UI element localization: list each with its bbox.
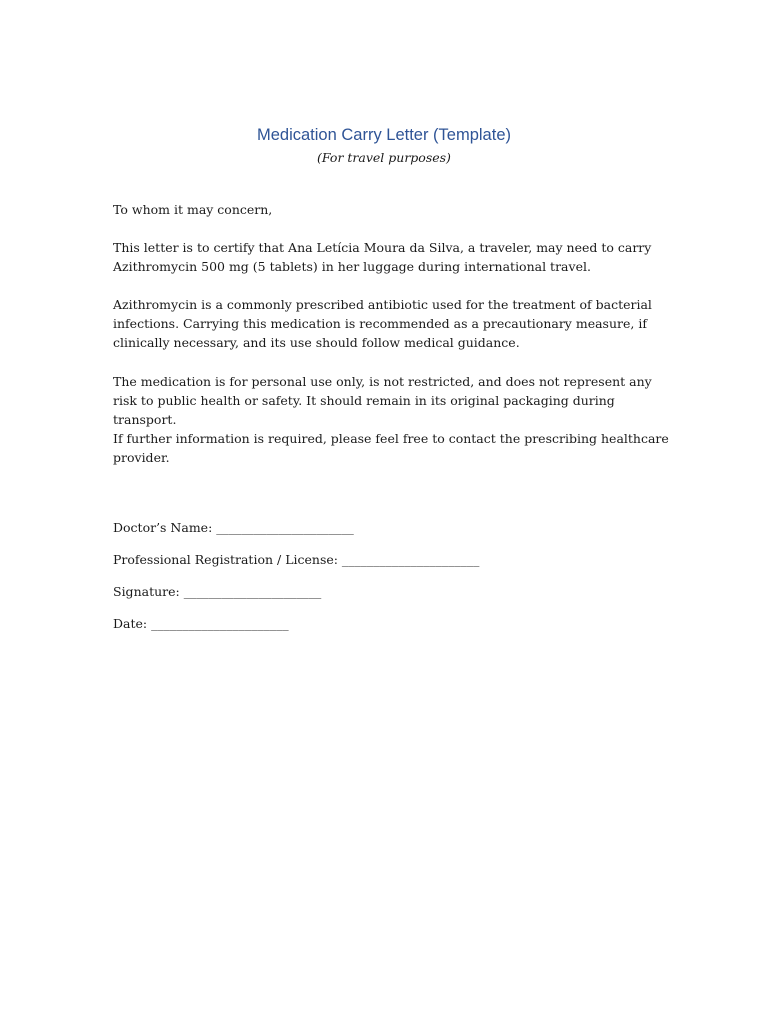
paragraph-certification: This letter is to certify that Ana Letícia Moura da Silva, a traveler, may need to carry Azithromycin 500 mg (5 tablets) in her luggage during international travel. bbox=[113, 240, 652, 275]
license-field: Professional Registration / License: ______________________ bbox=[113, 552, 480, 567]
paragraph-contact: If further information is required, please feel free to contact the prescribing healthcare provider. bbox=[113, 431, 669, 466]
signature-field: Signature: ______________________ bbox=[113, 584, 322, 599]
paragraph-personal-use: The medication is for personal use only, is not restricted, and does not represent any risk to public health or safety. It should remain in its original packaging during transport. bbox=[113, 374, 652, 428]
letter-subtitle: (For travel purposes) bbox=[317, 150, 451, 165]
letter-title: Medication Carry Letter (Template) bbox=[256, 126, 511, 144]
doctor-name-field: Doctor’s Name: ______________________ bbox=[113, 520, 354, 535]
paragraph-medication-info: Azithromycin is a commonly prescribed antibiotic used for the treatment of bacterial infections. Carrying this medication is recommended as a precautionary measure, if clinically necessary, and its use should follow medical guidance. bbox=[113, 297, 652, 351]
greeting: To whom it may concern, bbox=[113, 202, 273, 217]
date-field: Date: ______________________ bbox=[113, 616, 289, 631]
